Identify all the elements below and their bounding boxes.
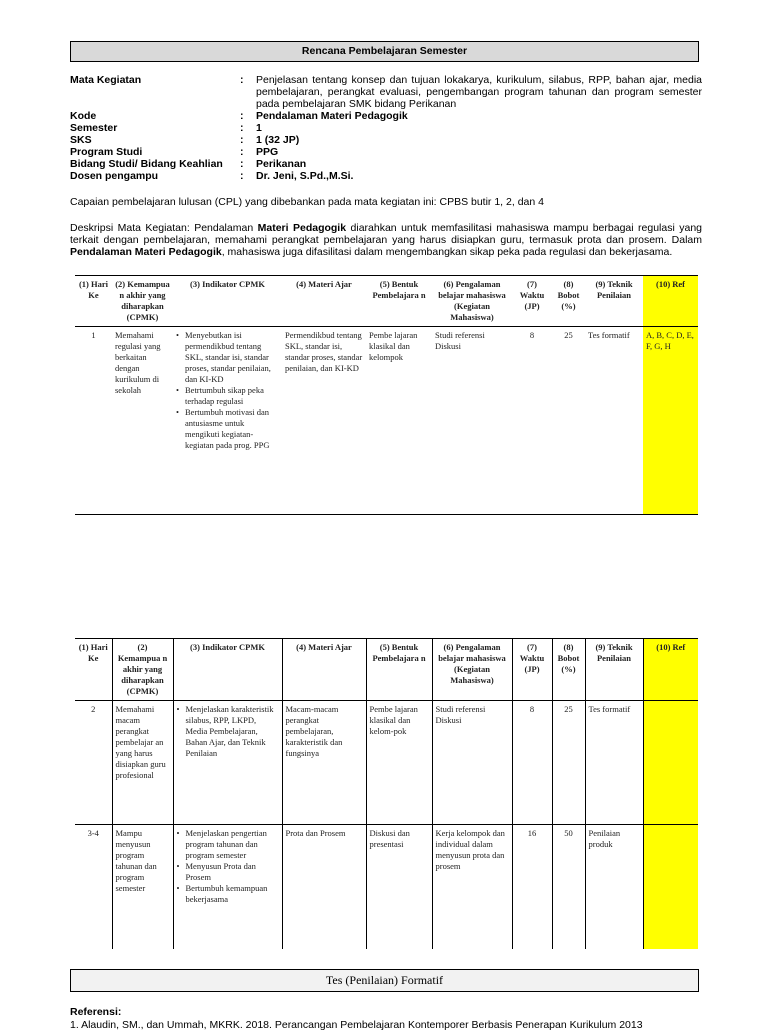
info-value: 1 (32 JP): [256, 134, 300, 146]
header-indikator: (3) Indikator CPMK: [173, 639, 282, 701]
indikator-list: [177, 828, 279, 905]
list-item: • Menyusun Prota dan Prosem: [177, 861, 279, 883]
cell-materi: Permendikbud tentang SKL, standar isi, standar proses, standar penilaian, dan KI-KD: [285, 330, 363, 373]
document-title: Rencana Pembelajaran Semester: [70, 41, 699, 62]
cell-hari: 3-4: [87, 828, 99, 838]
header-teknik: (9) Teknik Penilaian: [585, 639, 643, 701]
info-row-mata-kegiatan: [70, 74, 702, 110]
header-bobot: (8) Bobot (%): [552, 276, 585, 327]
info-value: PPG: [256, 146, 279, 158]
header-hari: (1) Hari Ke: [75, 639, 112, 701]
info-row-bidang-studi: [70, 158, 702, 170]
header-pengalaman: (6) Pengalaman belajar mahasiswa (Kegiatan Mahasiswa): [432, 639, 512, 701]
info-colon: :: [240, 110, 244, 122]
cell-bobot: 25: [564, 330, 573, 340]
cell-kemampuan: Memahami regulasi yang berkaitan dengan kurikulum di sekolah: [115, 330, 161, 395]
info-label: Kode: [70, 110, 97, 122]
cell-hari: 1: [91, 330, 96, 340]
header-waktu: (7) Waktu (JP): [512, 639, 552, 701]
cpl-text: Capaian pembelajaran lulusan (CPL) yang dibebankan pada mata kegiatan ini: CPBS butir 1, 2, dan 4: [70, 196, 544, 208]
info-label: Bidang Studi/ Bidang Keahlian: [70, 158, 223, 170]
info-label: Mata Kegiatan: [70, 74, 142, 86]
header-kemampuan: (2) Kemampua n akhir yang diharapkan (CPMK): [112, 276, 173, 327]
info-row-sks: [70, 134, 702, 146]
cell-bentuk: Diskusi dan presentasi: [366, 825, 432, 949]
tes-formatif-bar: Tes (Penilaian) Formatif: [70, 969, 699, 992]
info-row-dosen: [70, 170, 702, 182]
cell-waktu: 8: [512, 701, 552, 825]
header-pengalaman: (6) Pengalaman belajar mahasiswa (Kegiatan Mahasiswa): [432, 276, 512, 327]
info-colon: :: [240, 134, 244, 146]
header-ref: (10) Ref: [643, 276, 698, 327]
header-ref: (10) Ref: [643, 639, 698, 701]
cell-bobot: 25: [552, 701, 585, 825]
cell-kemampuan: Mampu menyusun program tahunan dan program semester: [112, 825, 173, 949]
header-bentuk: (5) Bentuk Pembelajara n: [366, 639, 432, 701]
cell-bobot: 50: [552, 825, 585, 949]
header-bobot: (8) Bobot (%): [552, 639, 585, 701]
deskripsi-part: diarahkan untuk memfasilitasi mahasiswa mampu berbagai regulasi yang terkait dengan pembelajaran, memahami perangkat pembelajaran yang harus disiapkan guru, termasuk prota dan prosem. Dalam: [70, 222, 702, 246]
cell-materi: Macam-macam perangkat pembelajaran, karakteristik dan fungsinya: [282, 701, 366, 825]
header-waktu: (7) Waktu (JP): [512, 276, 552, 327]
info-label: Dosen pengampu: [70, 170, 159, 182]
cell-indikator: [173, 825, 282, 949]
cell-hari: 2: [75, 701, 112, 825]
indikator-list: [177, 704, 279, 759]
info-value: Penjelasan tentang konsep dan tujuan lokakarya, kurikulum, silabus, RPP, bahan ajar, media pembelajaran, perangkat evaluasi, pengembangan program tahunan dan program semester pada pembelajaran SMK bidang Perikanan: [256, 74, 702, 110]
info-row-kode: [70, 110, 702, 122]
list-item: • Bertumbuh motivasi dan antusiasme untuk mengikuti kegiatan-kegiatan pada prog. PPG: [176, 407, 279, 451]
cell-ref: [643, 701, 698, 825]
info-label: Program Studi: [70, 146, 143, 158]
cell-indikator: [173, 701, 282, 825]
cell-pengalaman: Kerja kelompok dan individual dalam menyusun prota dan prosem: [432, 825, 512, 949]
info-row-semester: [70, 122, 702, 134]
table-header-row: [75, 276, 698, 327]
deskripsi-bold: Pendalaman Materi Pedagogik: [70, 246, 222, 258]
deskripsi-part: , mahasiswa juga difasilitasi dalam mengembangkan sikap peka pada regulasi dan bekerjasama.: [221, 246, 673, 258]
referensi-item: 1. Alaudin, SM., dan Ummah, MKRK. 2018. Perancangan Pembelajaran Kontemporer Berbasis Penerapan Kurikulum 2013: [70, 1019, 643, 1031]
info-value: Pendalaman Materi Pedagogik: [256, 110, 408, 122]
cell-pengalaman: Studi referensi Diskusi: [435, 330, 485, 351]
table-header-row: [75, 639, 698, 701]
rps-table-1: [75, 275, 698, 515]
header-bentuk: (5) Bentuk Pembelajara n: [366, 276, 432, 327]
cell-teknik: Tes formatif: [585, 701, 643, 825]
cell-pengalaman: Studi referensi Diskusi: [432, 701, 512, 825]
header-hari: (1) Hari Ke: [75, 276, 112, 327]
info-label: SKS: [70, 134, 92, 146]
header-materi: (4) Materi Ajar: [282, 276, 366, 327]
header-indikator: (3) Indikator CPMK: [173, 276, 282, 327]
table-row: [75, 327, 698, 515]
deskripsi-part: Deskripsi Mata Kegiatan: Pendalaman: [70, 222, 258, 234]
list-item: • Menjelaskan karakteristik silabus, RPP, LKPD, Media Pembelajaran, Bahan Ajar, dan Teknik Penilaian: [177, 704, 279, 759]
cell-waktu: 16: [512, 825, 552, 949]
info-row-program-studi: [70, 146, 702, 158]
cell-bentuk: Pembe lajaran klasikal dan kelompok: [369, 330, 418, 362]
cell-teknik: Tes formatif: [588, 330, 630, 340]
indikator-list: [176, 330, 279, 451]
list-item: • Bertumbuh kemampuan bekerjasama: [177, 883, 279, 905]
cell-indikator: [173, 327, 282, 515]
cell-materi: Prota dan Prosem: [282, 825, 366, 949]
info-colon: :: [240, 170, 244, 182]
info-value: Perikanan: [256, 158, 307, 170]
referensi-title: Referensi:: [70, 1006, 122, 1018]
header-materi: (4) Materi Ajar: [282, 639, 366, 701]
deskripsi-text: [70, 222, 702, 258]
cell-teknik: Penilaian produk: [585, 825, 643, 949]
info-colon: :: [240, 122, 244, 134]
list-item: • Menjelaskan pengertian program tahunan dan program semester: [177, 828, 279, 861]
list-item: • Menyebutkan isi permendikbud tentang SKL, standar isi, standar proses, standar penilaian, dan KI-KD: [176, 330, 279, 385]
cell-bentuk: Pembe lajaran klasikal dan kelom-pok: [366, 701, 432, 825]
header-kemampuan: (2) Kemampua n akhir yang diharapkan (CPMK): [112, 639, 173, 701]
table-row: [75, 701, 698, 825]
rps-table-2: [75, 638, 698, 949]
course-info: [70, 74, 702, 182]
table-row: [75, 825, 698, 949]
info-label: Semester: [70, 122, 118, 134]
cell-ref: A, B, C, D, E, F, G, H: [643, 327, 698, 515]
header-teknik: (9) Teknik Penilaian: [585, 276, 643, 327]
cell-kemampuan: Memahami macam perangkat pembelajar an yang harus disiapkan guru profesional: [112, 701, 173, 825]
info-colon: :: [240, 146, 244, 158]
deskripsi-bold: Materi Pedagogik: [257, 222, 347, 234]
cell-ref: [643, 825, 698, 949]
info-colon: :: [240, 74, 244, 86]
info-value: 1: [256, 122, 262, 134]
list-item: • Betrtumbuh sikap peka terhadap regulasi: [176, 385, 279, 407]
info-colon: :: [240, 158, 244, 170]
cell-waktu: 8: [529, 330, 535, 340]
info-value: Dr. Jeni, S.Pd.,M.Si.: [256, 170, 354, 182]
